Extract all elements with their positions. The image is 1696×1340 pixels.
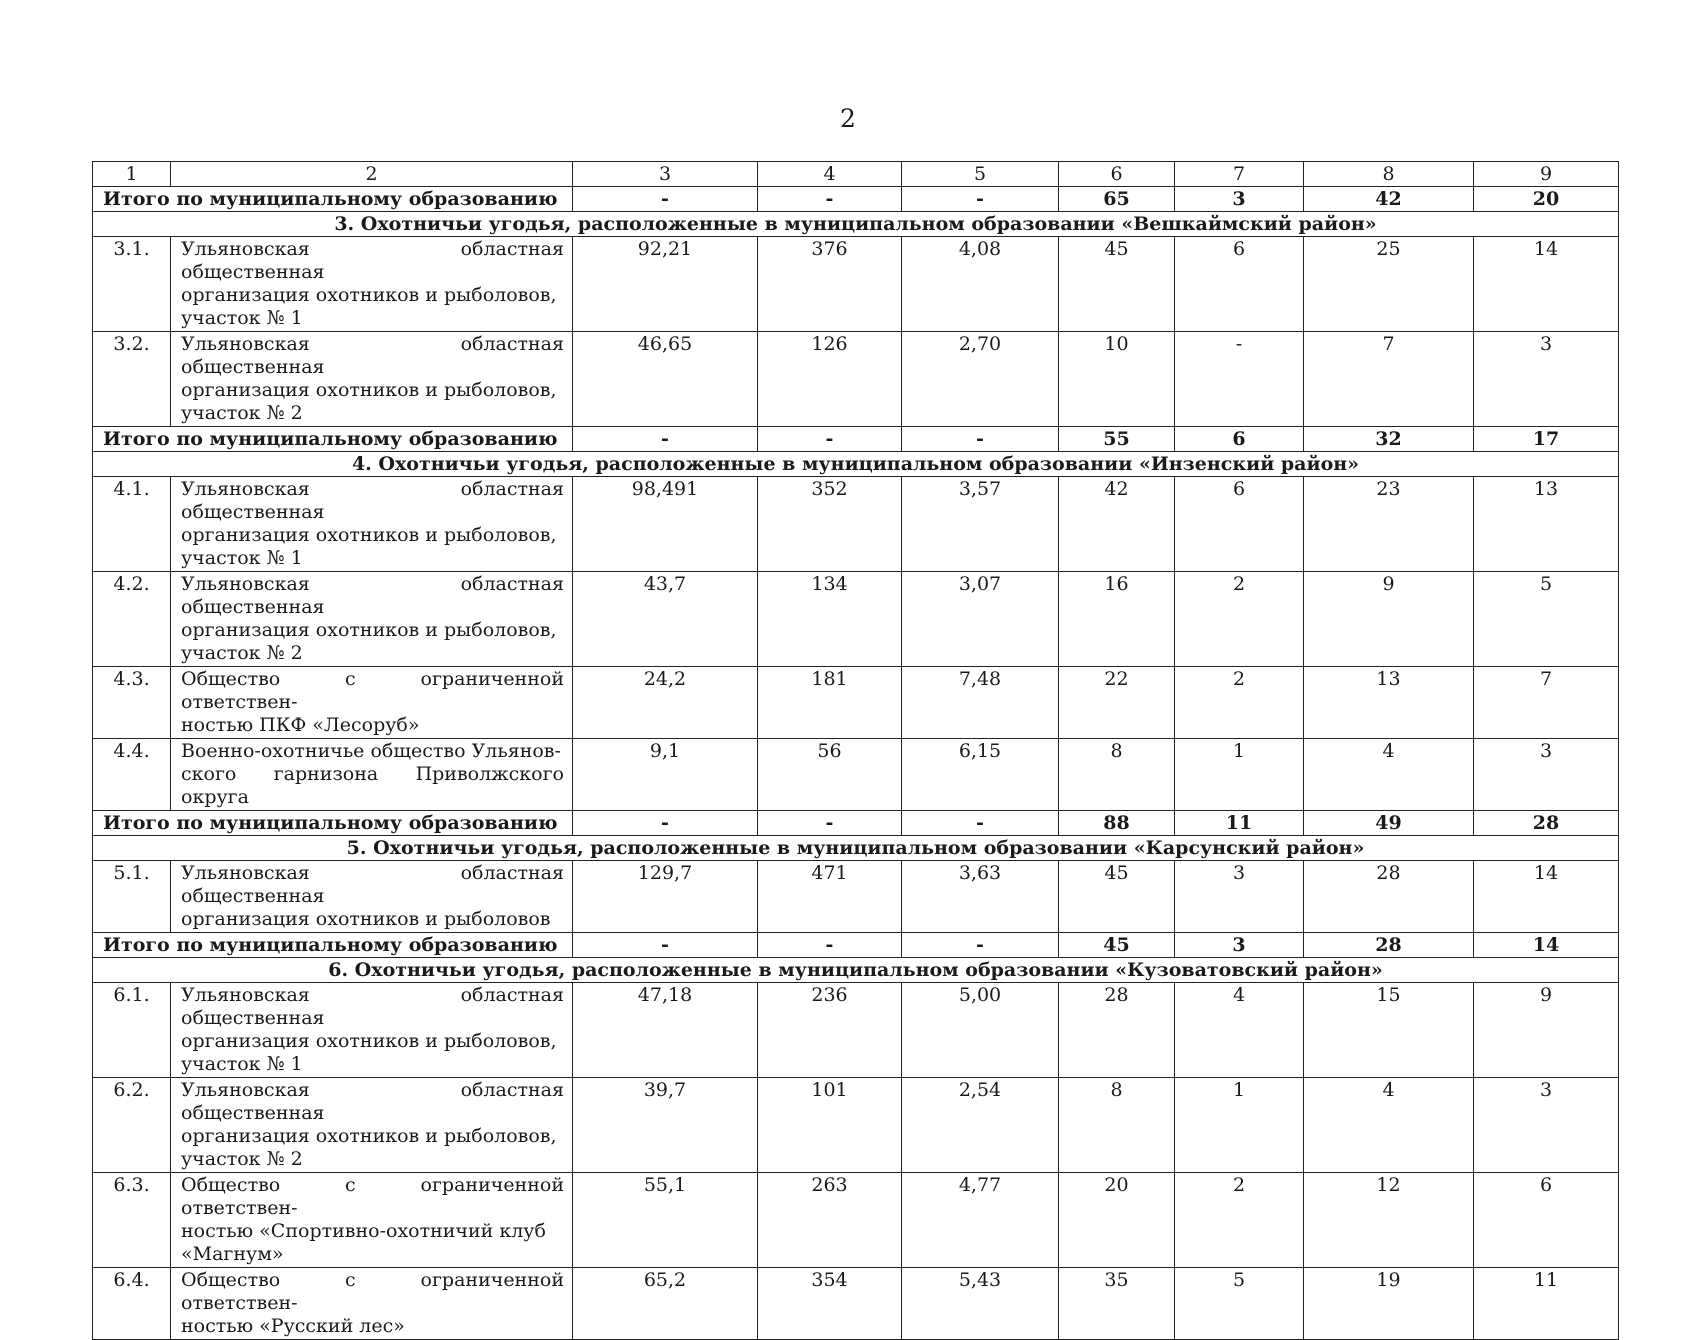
cell-value: 9: [1474, 983, 1619, 1078]
cell-value: 92,21: [573, 237, 758, 332]
organization-name: [171, 332, 573, 427]
cell-value: 56: [758, 739, 902, 811]
section-heading-row: [93, 212, 1619, 237]
total-value: 32: [1304, 427, 1474, 452]
table-row: [93, 332, 1619, 427]
section-heading-row: [93, 452, 1619, 477]
cell-value: 181: [758, 667, 902, 739]
organization-name-line: Ульяновская областная общественная: [181, 478, 564, 523]
total-value: 45: [1059, 933, 1175, 958]
table-body: [93, 162, 1619, 1340]
page-number: 2: [840, 104, 856, 133]
total-value: -: [902, 427, 1059, 452]
cell-value: 5,00: [902, 983, 1059, 1078]
organization-name-line: организация охотников и рыболовов,: [181, 619, 557, 641]
municipality-total-row: [93, 811, 1619, 836]
total-value: -: [573, 811, 758, 836]
cell-value: 35: [1059, 1268, 1175, 1340]
row-number: 5.1.: [93, 861, 171, 933]
column-number-row: [93, 162, 1619, 187]
organization-name-line: организация охотников и рыболовов,: [181, 284, 557, 306]
row-number: 6.1.: [93, 983, 171, 1078]
table-row: [93, 237, 1619, 332]
cell-value: 352: [758, 477, 902, 572]
cell-value: 98,491: [573, 477, 758, 572]
table-row: [93, 1268, 1619, 1340]
cell-value: 8: [1059, 739, 1175, 811]
hunting-grounds-table: [92, 161, 1619, 1340]
total-value: 65: [1059, 187, 1175, 212]
cell-value: 6: [1175, 477, 1304, 572]
cell-value: 16: [1059, 572, 1175, 667]
total-label: Итого по муниципальному образованию: [93, 427, 573, 452]
cell-value: 24,2: [573, 667, 758, 739]
municipality-total-row: [93, 933, 1619, 958]
organization-name-line: участок № 2: [181, 1148, 303, 1170]
organization-name-line: участок № 2: [181, 402, 303, 424]
cell-value: 3: [1474, 739, 1619, 811]
section-title: 5. Охотничьи угодья, расположенные в муниципальном образовании «Карсунский район»: [93, 836, 1619, 861]
organization-name: [171, 1078, 573, 1173]
row-number: 6.4.: [93, 1268, 171, 1340]
organization-name-line: организация охотников и рыболовов,: [181, 1125, 557, 1147]
organization-name-line: Ульяновская областная общественная: [181, 862, 564, 907]
total-value: -: [758, 187, 902, 212]
total-value: -: [573, 187, 758, 212]
cell-value: 4,08: [902, 237, 1059, 332]
cell-value: 101: [758, 1078, 902, 1173]
cell-value: 15: [1304, 983, 1474, 1078]
section-heading-row: [93, 836, 1619, 861]
row-number: 4.3.: [93, 667, 171, 739]
section-title: 3. Охотничьи угодья, расположенные в муниципальном образовании «Вешкаймский район»: [93, 212, 1619, 237]
organization-name: [171, 1173, 573, 1268]
cell-value: 45: [1059, 861, 1175, 933]
row-number: 4.2.: [93, 572, 171, 667]
row-number: 3.1.: [93, 237, 171, 332]
organization-name-line: ского гарнизона Приволжского округа: [181, 763, 564, 808]
cell-value: 7: [1304, 332, 1474, 427]
organization-name-line: организация охотников и рыболовов: [181, 908, 551, 930]
organization-name: [171, 739, 573, 811]
cell-value: 14: [1474, 861, 1619, 933]
organization-name-line: участок № 1: [181, 547, 303, 569]
cell-value: 5,43: [902, 1268, 1059, 1340]
cell-value: 263: [758, 1173, 902, 1268]
total-value: -: [758, 811, 902, 836]
cell-value: 28: [1304, 861, 1474, 933]
table-row: [93, 861, 1619, 933]
total-value: -: [902, 811, 1059, 836]
cell-value: 20: [1059, 1173, 1175, 1268]
total-label: Итого по муниципальному образованию: [93, 811, 573, 836]
total-value: 55: [1059, 427, 1175, 452]
cell-value: 376: [758, 237, 902, 332]
organization-name-line: ностью «Русский лес»: [181, 1315, 405, 1337]
total-value: -: [758, 933, 902, 958]
cell-value: 6: [1474, 1173, 1619, 1268]
organization-name-line: организация охотников и рыболовов,: [181, 379, 557, 401]
cell-value: 6: [1175, 237, 1304, 332]
total-value: 3: [1175, 933, 1304, 958]
total-value: -: [902, 187, 1059, 212]
cell-value: 4: [1304, 739, 1474, 811]
cell-value: 14: [1474, 237, 1619, 332]
total-value: -: [573, 427, 758, 452]
total-value: 28: [1304, 933, 1474, 958]
cell-value: 3: [1474, 1078, 1619, 1173]
cell-value: 354: [758, 1268, 902, 1340]
organization-name-line: Ульяновская областная общественная: [181, 333, 564, 378]
cell-value: 42: [1059, 477, 1175, 572]
cell-value: 2: [1175, 667, 1304, 739]
total-value: 3: [1175, 187, 1304, 212]
total-value: -: [573, 933, 758, 958]
total-value: 17: [1474, 427, 1619, 452]
table-row: [93, 667, 1619, 739]
cell-value: 5: [1474, 572, 1619, 667]
organization-name-line: Военно-охотничье общество Ульянов-: [181, 740, 561, 762]
cell-value: 9: [1304, 572, 1474, 667]
cell-value: 39,7: [573, 1078, 758, 1173]
cell-value: 4: [1304, 1078, 1474, 1173]
organization-name-line: участок № 1: [181, 307, 303, 329]
cell-value: 3: [1175, 861, 1304, 933]
organization-name-line: ностью «Спортивно-охотничий клуб: [181, 1220, 546, 1242]
cell-value: 45: [1059, 237, 1175, 332]
cell-value: 3: [1474, 332, 1619, 427]
cell-value: 7,48: [902, 667, 1059, 739]
cell-value: 126: [758, 332, 902, 427]
total-label: Итого по муниципальному образованию: [93, 933, 573, 958]
table-row: [93, 983, 1619, 1078]
cell-value: 13: [1304, 667, 1474, 739]
organization-name-line: Общество с ограниченной ответствен-: [181, 1174, 564, 1219]
table-row: [93, 1173, 1619, 1268]
cell-value: 19: [1304, 1268, 1474, 1340]
total-value: 6: [1175, 427, 1304, 452]
section-title: 4. Охотничьи угодья, расположенные в муниципальном образовании «Инзенский район»: [93, 452, 1619, 477]
organization-name-line: Ульяновская областная общественная: [181, 1079, 564, 1124]
row-number: 6.3.: [93, 1173, 171, 1268]
column-number: 7: [1175, 162, 1304, 187]
organization-name-line: организация охотников и рыболовов,: [181, 1030, 557, 1052]
column-number: 6: [1059, 162, 1175, 187]
organization-name: [171, 861, 573, 933]
total-value: 14: [1474, 933, 1619, 958]
organization-name-line: участок № 1: [181, 1053, 303, 1075]
cell-value: 236: [758, 983, 902, 1078]
cell-value: 55,1: [573, 1173, 758, 1268]
total-label: Итого по муниципальному образованию: [93, 187, 573, 212]
cell-value: 6,15: [902, 739, 1059, 811]
cell-value: 46,65: [573, 332, 758, 427]
organization-name-line: Ульяновская областная общественная: [181, 573, 564, 618]
table-row: [93, 1078, 1619, 1173]
column-number: 2: [171, 162, 573, 187]
cell-value: 47,18: [573, 983, 758, 1078]
cell-value: 3,57: [902, 477, 1059, 572]
cell-value: 3,07: [902, 572, 1059, 667]
municipality-total-row: [93, 427, 1619, 452]
total-value: 28: [1474, 811, 1619, 836]
total-value: 20: [1474, 187, 1619, 212]
organization-name-line: участок № 2: [181, 642, 303, 664]
organization-name-line: организация охотников и рыболовов,: [181, 524, 557, 546]
organization-name-line: Ульяновская областная общественная: [181, 984, 564, 1029]
cell-value: 4,77: [902, 1173, 1059, 1268]
column-number: 8: [1304, 162, 1474, 187]
organization-name-line: Общество с ограниченной ответствен-: [181, 668, 564, 713]
cell-value: 471: [758, 861, 902, 933]
column-number: 5: [902, 162, 1059, 187]
cell-value: 13: [1474, 477, 1619, 572]
total-value: 88: [1059, 811, 1175, 836]
cell-value: 2,54: [902, 1078, 1059, 1173]
cell-value: 7: [1474, 667, 1619, 739]
organization-name: [171, 667, 573, 739]
total-value: 49: [1304, 811, 1474, 836]
cell-value: 10: [1059, 332, 1175, 427]
organization-name: [171, 572, 573, 667]
section-heading-row: [93, 958, 1619, 983]
cell-value: 12: [1304, 1173, 1474, 1268]
cell-value: 65,2: [573, 1268, 758, 1340]
cell-value: 2: [1175, 1173, 1304, 1268]
cell-value: 8: [1059, 1078, 1175, 1173]
cell-value: 25: [1304, 237, 1474, 332]
section-title: 6. Охотничьи угодья, расположенные в муниципальном образовании «Кузоватовский район»: [93, 958, 1619, 983]
row-number: 6.2.: [93, 1078, 171, 1173]
row-number: 3.2.: [93, 332, 171, 427]
cell-value: 2,70: [902, 332, 1059, 427]
organization-name-line: Ульяновская областная общественная: [181, 238, 564, 283]
cell-value: 4: [1175, 983, 1304, 1078]
cell-value: 2: [1175, 572, 1304, 667]
cell-value: 134: [758, 572, 902, 667]
organization-name-line: Общество с ограниченной ответствен-: [181, 1269, 564, 1314]
table-row: [93, 739, 1619, 811]
organization-name: [171, 237, 573, 332]
total-value: -: [758, 427, 902, 452]
row-number: 4.4.: [93, 739, 171, 811]
column-number: 4: [758, 162, 902, 187]
cell-value: 22: [1059, 667, 1175, 739]
organization-name: [171, 1268, 573, 1340]
cell-value: 23: [1304, 477, 1474, 572]
total-value: 42: [1304, 187, 1474, 212]
organization-name: [171, 983, 573, 1078]
total-value: 11: [1175, 811, 1304, 836]
table-row: [93, 572, 1619, 667]
organization-name: [171, 477, 573, 572]
row-number: 4.1.: [93, 477, 171, 572]
cell-value: 9,1: [573, 739, 758, 811]
organization-name-line: ностью ПКФ «Лесоруб»: [181, 714, 420, 736]
total-value: -: [902, 933, 1059, 958]
cell-value: 28: [1059, 983, 1175, 1078]
cell-value: -: [1175, 332, 1304, 427]
table-row: [93, 477, 1619, 572]
cell-value: 129,7: [573, 861, 758, 933]
column-number: 9: [1474, 162, 1619, 187]
cell-value: 1: [1175, 739, 1304, 811]
municipality-total-row: [93, 187, 1619, 212]
column-number: 1: [93, 162, 171, 187]
cell-value: 5: [1175, 1268, 1304, 1340]
cell-value: 1: [1175, 1078, 1304, 1173]
column-number: 3: [573, 162, 758, 187]
cell-value: 11: [1474, 1268, 1619, 1340]
organization-name-line: «Магнум»: [181, 1243, 284, 1265]
cell-value: 3,63: [902, 861, 1059, 933]
cell-value: 43,7: [573, 572, 758, 667]
